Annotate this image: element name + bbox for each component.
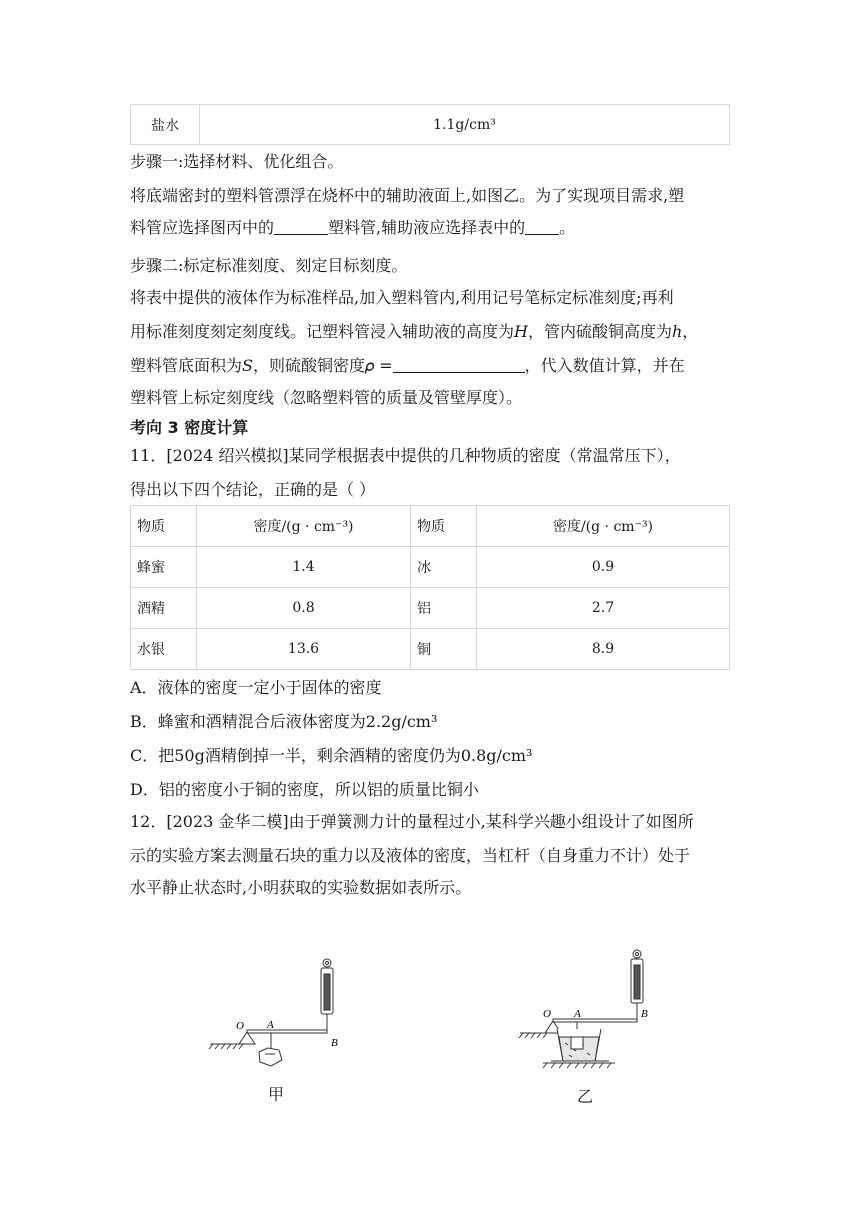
step1-line1: 将底端密封的塑料管漂浮在烧杯中的辅助液面上,如图乙。为了实现项目需求,塑 (130, 186, 685, 205)
q11-line1: 11．[2024 绍兴模拟]某同学根据表中提供的几种物质的密度（常温常压下）， (130, 446, 681, 465)
label-o: O (236, 1020, 244, 1032)
step2-line1: 将表中提供的液体作为标准样品,加入塑料管内,利用记号笔标定标准刻度;再利 (130, 288, 674, 307)
q12-line3: 水平静止状态时,小明获取的实验数据如表所示。 (130, 878, 472, 897)
table-cell: 13.6 (197, 629, 411, 670)
figure-caption-left: 甲 (268, 1085, 285, 1104)
q12-line1: 12．[2023 金华二模]由于弹簧测力计的量程过小,某科学兴趣小组设计了如图所 (130, 812, 694, 831)
density-formula-blank[interactable] (393, 358, 525, 373)
tube-answer-blank[interactable] (274, 220, 328, 235)
lever-bar (247, 1030, 327, 1033)
ground-hatch (209, 1044, 243, 1049)
label-a: A (574, 1008, 581, 1020)
table-cell: 2.7 (477, 588, 730, 629)
q11-option-c: C．把50g酒精倒掉一半，剩余酒精的密度仍为0.8g/cm³ (130, 746, 533, 765)
stone-shape (571, 1037, 583, 1049)
label-a: A (267, 1019, 274, 1031)
stone-shape (259, 1048, 282, 1066)
table-cell: 冰 (411, 547, 477, 588)
lever-figure-left (205, 950, 355, 1070)
step1-line2 (130, 218, 575, 238)
header-density-1: 密度/(g · cm⁻³) (197, 506, 411, 547)
q11-option-d: D．铝的密度小于铜的密度，所以铝的质量比铜小 (130, 780, 479, 799)
table-row (131, 588, 730, 629)
step2-line4: 塑料管上标定刻度线（忽略塑料管的质量及管壁厚度）。 (130, 388, 523, 407)
q12-line2: 示的实验方案去测量石块的重力以及液体的密度，当杠杆（自身重力不计）处于 (130, 846, 691, 865)
lever-bar (553, 1019, 637, 1022)
saltwater-table-row (130, 104, 730, 145)
section-title: 考向 3 密度计算 (130, 418, 249, 437)
step2-line3b: ，代入数值计算，并在 (524, 356, 685, 375)
step2-line3 (130, 356, 685, 376)
liquid-answer-blank[interactable] (525, 220, 559, 235)
table-cell: 水银 (131, 629, 197, 670)
table-cell: 铜 (411, 629, 477, 670)
step1-line2c: 。 (559, 218, 576, 237)
label-b: B (331, 1037, 338, 1049)
table-cell: 0.8 (197, 588, 411, 629)
table-cell: 8.9 (477, 629, 730, 670)
table-row (131, 547, 730, 588)
label-o: O (543, 1008, 551, 1020)
header-substance-1: 物质 (131, 506, 197, 547)
figure-caption-right: 乙 (577, 1087, 594, 1106)
table-cell: 铝 (411, 588, 477, 629)
table-row (131, 629, 730, 670)
table-header-row (131, 506, 730, 547)
step1-line2b: 塑料管,辅助液应选择表中的 (328, 218, 526, 237)
q11-line2: 得出以下四个结论，正确的是（ ） (130, 480, 376, 499)
density-table (130, 505, 730, 670)
pivot-triangle (239, 1032, 255, 1044)
label-b: B (641, 1008, 648, 1020)
table-cell: 1.4 (197, 547, 411, 588)
step2-title: 步骤二:标定标准刻度、刻定目标刻度。 (130, 256, 408, 275)
q11-option-a: A．液体的密度一定小于固体的密度 (130, 678, 382, 697)
step1-line2a: 料管应选择图丙中的 (130, 218, 275, 237)
table-cell: 酒精 (131, 588, 197, 629)
header-substance-2: 物质 (411, 506, 477, 547)
step2-line2: 用标准刻度刻定刻度线。记塑料管浸入辅助液的高度为𝐻，管内硫酸铜高度为ℎ， (130, 322, 699, 341)
ground-hatch (519, 1033, 547, 1038)
table-cell: 0.9 (477, 547, 730, 588)
table-cell: 蜂蜜 (131, 547, 197, 588)
step2-line3a: 塑料管底面积为𝑆，则硫酸铜密度𝜌 = (130, 356, 393, 375)
saltwater-name-cell: 盐水 (131, 105, 200, 145)
step1-title: 步骤一:选择材料、优化组合。 (130, 152, 344, 171)
lever-figure-right (515, 945, 665, 1070)
saltwater-density-cell: 1.1g/cm³ (200, 105, 730, 145)
header-density-2: 密度/(g · cm⁻³) (477, 506, 730, 547)
q11-option-b: B．蜂蜜和酒精混合后液体密度为2.2g/cm³ (130, 712, 438, 731)
